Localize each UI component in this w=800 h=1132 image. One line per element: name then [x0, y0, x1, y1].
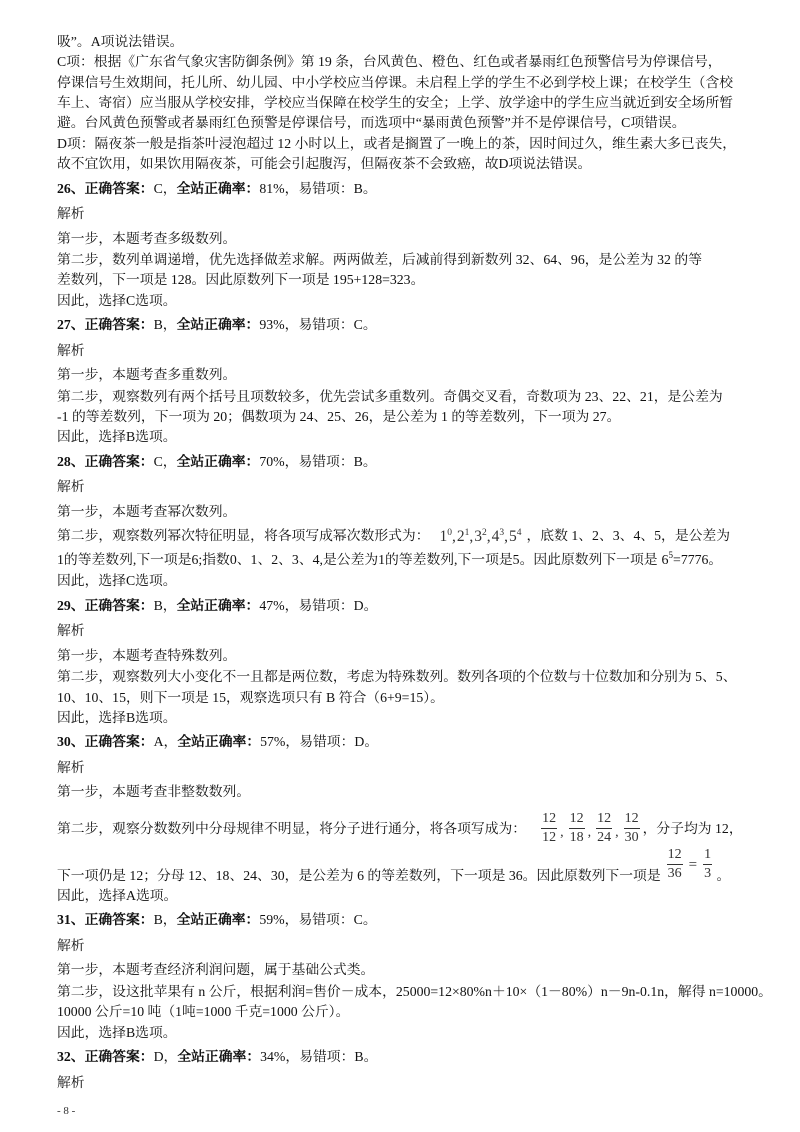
power-term: [474, 528, 487, 545]
power-separator: ,: [504, 527, 509, 545]
text-segment: 第二步，观察数列幂次特征明显，将各项写成幂次数形式为：: [57, 528, 430, 544]
power-term: [440, 528, 453, 545]
step-one-line: 第一步，本题考查多重数列。: [57, 367, 237, 383]
equals-sign: =: [688, 856, 698, 873]
answer-label: 29、正确答案：: [57, 597, 154, 613]
analysis-label: 解析: [57, 342, 85, 358]
answer-header: [57, 448, 792, 476]
question-27: [57, 311, 792, 448]
conclusion-line: 因此，选择B选项。: [57, 710, 177, 726]
accuracy-label: 全站正确率：: [177, 734, 261, 750]
answer-header: [57, 1043, 792, 1071]
numerator: 12: [667, 846, 683, 865]
accuracy-label: 全站正确率：: [177, 1049, 261, 1064]
answer-header: [57, 592, 792, 620]
question-31: [57, 906, 792, 1043]
text-segment: ，分子均为 12，: [642, 820, 743, 836]
power-exponent: 5: [668, 549, 674, 560]
question-30: [57, 728, 792, 906]
conclusion-line: 因此，选择B选项。: [57, 429, 177, 445]
power-term: [492, 528, 505, 545]
analysis-label: 解析: [57, 623, 85, 639]
step-one-line: 第一步，本题考查幂次数列。: [57, 503, 237, 519]
text-line: D项：隔夜茶一般是指茶叶浸泡超过 12 小时以上，或者是搁置了一晚上的茶，因时间过久，维生素大多已丧失，: [57, 135, 737, 151]
answer-value: C，: [153, 453, 177, 469]
text-line: 第二步，设这批苹果有 n 公斤，根据利润=售价－成本，25000=12×80%n＋10×（1－80%）n－9n-0.1n，解得 n=10000。: [57, 983, 772, 999]
accuracy-value: 70%，易错项：B。: [259, 453, 377, 469]
power-sequence: [440, 527, 522, 547]
power-result-line: [57, 550, 792, 572]
answer-label: 31、正确答案：: [57, 912, 154, 928]
fraction: [624, 810, 640, 847]
text-line: C项：根据《广东省气象灾害防御条例》第 19 条，台风黄色、橙色、红色或者暴雨红色预警信号为停课信号，: [57, 54, 722, 70]
text-segment: 1的等差数列,下一项是6;指数0、1、2、3、4,是公差为1的等差数列,下一项是5。因此原数列下一项是: [57, 552, 658, 568]
power-separator: ,: [486, 527, 491, 545]
analysis-label: 解析: [57, 1074, 85, 1090]
accuracy-value: 81%，易错项：B。: [259, 180, 377, 196]
power-separator: ,: [452, 527, 456, 545]
answer-label: 28、正确答案：: [57, 453, 154, 469]
text-line: 10000 公斤=10 吨（1吨=1000 千克=1000 公斤）。: [57, 1004, 350, 1020]
power-base: 1: [439, 527, 448, 545]
power-base: 5: [509, 527, 517, 545]
text-line: 10、10、15，则下一项是 15，观察选项只有 B 符合（6+9=15）。: [57, 689, 444, 705]
accuracy-label: 全站正确率：: [176, 453, 260, 469]
text-line: 第二步，观察数列大小变化不一且都是两位数，考虑为特殊数列。数列各项的个位数与十位数加和分别为 5、5、: [57, 669, 737, 685]
step-one-line: 第一步，本题考查多级数列。: [57, 230, 237, 246]
answer-header: [57, 175, 792, 203]
accuracy-label: 全站正确率：: [176, 912, 260, 928]
power-exponent: 3: [499, 527, 505, 538]
question-29: [57, 592, 792, 729]
fraction-sequence: [540, 810, 641, 847]
text-segment: 第二步，观察分数数列中分母规律不明显，将分子进行通分，将各项写成为：: [57, 820, 527, 836]
answer-label: 26、正确答案：: [57, 180, 154, 196]
answer-label: 27、正确答案：: [57, 317, 154, 333]
accuracy-value: 34%，易错项：B。: [260, 1049, 378, 1064]
accuracy-value: 93%，易错项：C。: [259, 317, 377, 333]
accuracy-value: 59%，易错项：C。: [259, 912, 377, 928]
numerator: 12: [569, 810, 585, 829]
answer-value: B，: [153, 597, 177, 613]
power-base: 2: [456, 527, 465, 545]
power-separator: ,: [469, 527, 474, 545]
text-line: 第二步，观察数列有两个括号且项数较多，优先尝试多重数列。奇偶交叉看，奇数项为 23、22、21，是公差为: [57, 388, 723, 404]
question-26: [57, 175, 792, 312]
text-segment: 下一项仍是 12；分母 12、18、24、30，是公差为 6 的等差数列，下一项是 36。因此原数列下一项是: [57, 867, 661, 883]
power-exponent: 0: [447, 527, 453, 538]
accuracy-value: 47%，易错项：D。: [259, 597, 378, 613]
power-term: [509, 528, 522, 545]
analysis-label: 解析: [57, 206, 85, 222]
fraction: [703, 846, 712, 883]
denominator: 36: [667, 865, 682, 881]
analysis-label: 解析: [57, 479, 85, 495]
analysis-label: 解析: [57, 937, 85, 953]
numerator: 12: [624, 810, 640, 829]
accuracy-label: 全站正确率：: [176, 317, 260, 333]
step-one-line: 第一步，本题考查经济利润问题，属于基础公式类。: [57, 962, 375, 978]
fraction: [667, 846, 683, 883]
text-line: 吸”。A项说法错误。: [57, 33, 184, 49]
answer-value: B，: [153, 317, 177, 333]
answer-value: D，: [153, 1049, 178, 1064]
power-exponent: 2: [482, 527, 487, 538]
denominator: 12: [542, 830, 557, 846]
denominator: 3: [704, 865, 712, 881]
text-line: 故不宜饮用，如果饮用隔夜茶，可能会引起腹泻，但隔夜茶不会致癌，故D项说法错误。: [57, 156, 592, 172]
power-exponent: 4: [516, 527, 522, 538]
analysis-label: 解析: [57, 759, 85, 775]
power-base: 3: [474, 527, 483, 545]
numerator: 12: [596, 810, 612, 829]
denominator: 18: [569, 830, 584, 846]
text-line: 差数列，下一项是 128。因此原数列下一项是 195+128=323。: [57, 272, 425, 288]
fraction: [569, 810, 585, 847]
answer-label: 30、正确答案：: [57, 734, 154, 750]
conclusion-line: 因此，选择C选项。: [57, 573, 177, 589]
numerator: 12: [541, 810, 557, 829]
answer-header: [57, 728, 792, 756]
text-line: 停课信号生效期间，托儿所、幼儿园、中小学校应当停课。未启程上学的学生不必到学校上课；在校学生（含校: [57, 74, 734, 90]
fraction-result-line: [57, 846, 792, 886]
text-line: -1 的等差数列，下一项为 20；偶数项为 24、25、26，是公差为 1 的等差数列，下一项为 27。: [57, 409, 621, 425]
conclusion-line: 因此，选择B选项。: [57, 1024, 177, 1040]
answer-value: A，: [153, 734, 178, 750]
numerator: 1: [703, 846, 712, 865]
question-32: [57, 1043, 792, 1095]
page-content: [57, 32, 792, 1095]
fraction: [541, 810, 557, 847]
conclusion-line: 因此，选择C选项。: [57, 292, 177, 308]
denominator: 24: [597, 830, 612, 846]
power-form-line: [57, 523, 792, 550]
accuracy-label: 全站正确率：: [176, 597, 260, 613]
accuracy-label: 全站正确率：: [176, 180, 260, 196]
fraction-separator: ,: [560, 824, 564, 840]
step-one-line: 第一步，本题考查非整数数列。: [57, 784, 251, 800]
accuracy-value: 57%，易错项：D。: [260, 734, 379, 750]
text-line: 避。台风黄色预警或者暴雨红色预警是停课信号，而选项中“暴雨黄色预警”并不是停课信号，C项错误。: [57, 115, 686, 131]
power-result: [662, 551, 674, 571]
power-term: [457, 528, 470, 545]
text-segment: 。: [713, 867, 731, 883]
fraction-separator: ,: [615, 824, 619, 840]
power-base: 6: [661, 552, 669, 568]
text-line: 第二步，数列单调递增，优先选择做差求解。两两做差，后减前得到新数列 32、64、96，是公差为 32 的等: [57, 252, 703, 268]
answer-value: B，: [153, 912, 177, 928]
text-line: 车上、寄宿）应当服从学校安排，学校应当保障在校学生的安全；上学、放学途中的学生应当就近到安全场所暂: [57, 94, 734, 110]
answer-header: [57, 311, 792, 339]
page-number: - 8 -: [57, 1105, 76, 1117]
power-exponent: 1: [464, 527, 470, 538]
conclusion-line: 因此，选择A选项。: [57, 887, 178, 903]
answer-label: 32、正确答案：: [57, 1049, 154, 1064]
denominator: 30: [624, 830, 639, 846]
power-base: 4: [491, 527, 500, 545]
text-segment: ，底数 1、2、3、4、5，是公差为: [526, 528, 731, 544]
answer-value: C，: [153, 180, 177, 196]
fraction-separator: ,: [587, 824, 592, 840]
text-segment: =7776。: [673, 552, 723, 568]
step-one-line: 第一步，本题考查特殊数列。: [57, 647, 237, 663]
answer-header: [57, 906, 792, 934]
question-28: [57, 448, 792, 592]
fraction: [596, 810, 612, 847]
